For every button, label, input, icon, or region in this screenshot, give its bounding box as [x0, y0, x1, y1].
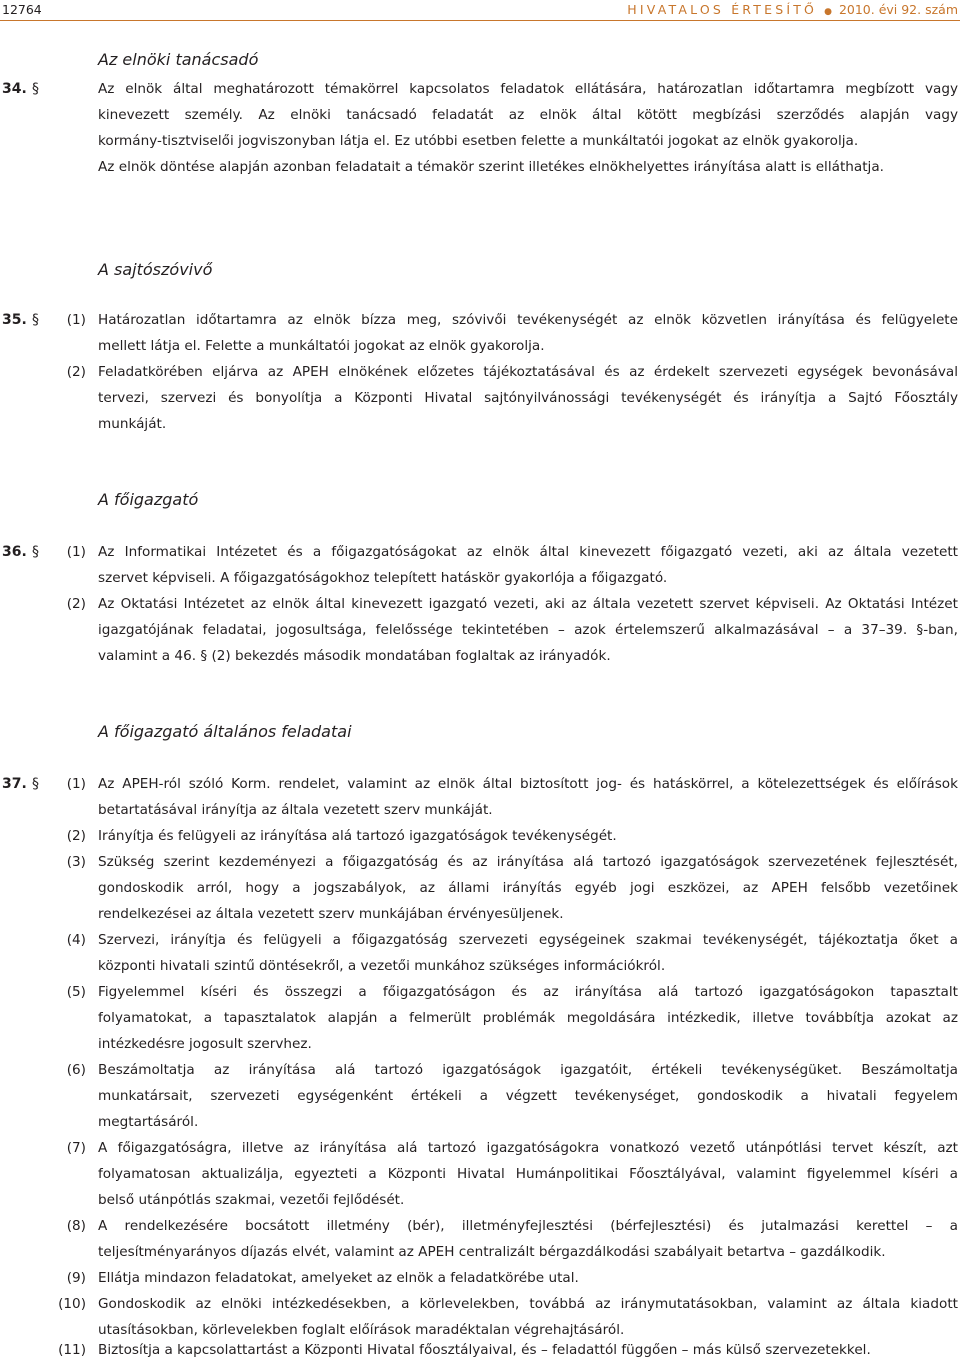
- text-line: Szükség szerint kezdeményezi a főigazgatóság és az irányítása alá tartozó igazgatóságok szervezetének fejlesztését,: [98, 854, 958, 870]
- paragraph-marker: (5): [66, 984, 86, 1000]
- section-sign: §: [32, 81, 39, 97]
- section-heading: A főigazgató általános feladatai: [98, 722, 352, 741]
- text-line: folyamatokat, a tapasztalatok alapján a felmerült problémák megoldására intézkedik, illetve továbbítja azokat az: [98, 1010, 958, 1026]
- paragraph: [98, 1265, 958, 1291]
- paragraph: [98, 359, 958, 437]
- paragraph-marker: (2): [66, 364, 86, 380]
- text-line: munkatársait, szervezeti egységenként értékeli a végzett tevékenységet, gondoskodik a hivatali fegyelem: [98, 1088, 958, 1104]
- text-line: folyamatosan aktualizálja, egyezteti a Központi Hivatal Humánpolitikai Főosztályával, valamint figyelemmel kíséri a: [98, 1166, 958, 1182]
- section-heading: A sajtószóvivő: [98, 260, 213, 279]
- text-line: Az APEH-ról szóló Korm. rendelet, valamint az elnök által biztosított jog- és hatáskörrel, a kötelezettségek és előírások: [98, 776, 958, 792]
- text-line: Irányítja és felügyeli az irányítása alá tartozó igazgatóságok tevékenységét.: [98, 828, 617, 844]
- text-line: Az Informatikai Intézetet és a főigazgatóságokat az elnök által kinevezett főigazgató vezeti, aki az általa vezetett: [98, 544, 958, 560]
- text-line: gondoskodik arról, hogy a jogszabályok, az állami irányítás egyéb jogi eszközei, az APEH felsőbb vezetőinek: [98, 880, 958, 896]
- text-line: Az elnök döntése alapján azonban feladatait a témakör szerint illetékes elnökhelyettes irányítása alatt is elláthatja.: [98, 159, 884, 175]
- text-line: Az elnök által meghatározott témakörrel kapcsolatos feladatok ellátására, határozatlan időtartamra megbízott vagy: [98, 81, 958, 97]
- text-line: Feladatkörében eljárva az APEH elnökének előzetes tájékoztatásával és az érdekelt szervezeti egységek bevonásával: [98, 364, 958, 380]
- section-number: 34.: [2, 81, 27, 97]
- paragraph: [98, 771, 958, 823]
- paragraph-marker: (11): [58, 1342, 86, 1358]
- text-line: kinevezett személy. Az elnöki tanácsadó feladatát az elnök által kötött megbízási szerződés alapján vagy: [98, 107, 958, 123]
- paragraph-marker: (1): [66, 776, 86, 792]
- paragraph-marker: (2): [66, 828, 86, 844]
- paragraph: [98, 979, 958, 1057]
- text-line: A rendelkezésére bocsátott illetmény (bér), illetményfejlesztési (bérfejlesztési) és jutalmazási kerettel – a: [98, 1218, 958, 1234]
- text-line: rendelkezései az általa vezetett szerv munkájában érvényesüljenek.: [98, 906, 564, 922]
- section-heading: A főigazgató: [98, 490, 199, 509]
- paragraph: [98, 927, 958, 979]
- text-line: belső utánpótlás szakmai, vezetői fejlődését.: [98, 1192, 405, 1208]
- section-body: [98, 76, 958, 180]
- text-line: Biztosítja a kapcsolattartást a Központi Hivatal főosztályaival, és – feladattól függően – más külső szervezetekkel.: [98, 1342, 871, 1358]
- text-line: teljesítményarányos díjazás elvét, valamint az APEH centralizált bérgazdálkodási szabályait betartva – gazdálkodik.: [98, 1244, 886, 1260]
- text-line: megtartásáról.: [98, 1114, 199, 1130]
- bullet-separator-icon: ●: [824, 7, 832, 17]
- paragraph-marker: (3): [66, 854, 86, 870]
- paragraph-marker: (10): [58, 1296, 86, 1312]
- publication-title: HIVATALOS ÉRTESÍTŐ: [627, 2, 818, 17]
- paragraph: [98, 1291, 958, 1343]
- text-line: tervezi, szervezi és bonyolítja a Központi Hivatal sajtónyilvánossági tevékenységét és irányítja a Sajtó Főosztály: [98, 390, 958, 406]
- paragraph: [98, 1337, 958, 1363]
- text-line: betartatásával irányítja az általa vezetett szerv munkáját.: [98, 802, 493, 818]
- text-line: kormány-tisztviselői jogviszonyban látja el. Ez utóbbi esetben felette a munkáltatói jogokat az elnök gyakorolja.: [98, 133, 859, 149]
- paragraph-marker: (8): [66, 1218, 86, 1234]
- text-line: utasításokban, körlevelekben foglalt előírások maradéktalan végrehajtásáról.: [98, 1322, 625, 1338]
- paragraph-marker: (9): [66, 1270, 86, 1286]
- text-line: Az Oktatási Intézetet az elnök által kinevezett igazgató vezeti, aki az általa vezetett szervet képviseli. Az Oktatási Intézet: [98, 596, 958, 612]
- issue-label: 2010. évi 92. szám: [838, 2, 958, 17]
- paragraph-marker: (4): [66, 932, 86, 948]
- paragraph-marker: (7): [66, 1140, 86, 1156]
- paragraph: [98, 1213, 958, 1265]
- section-number: 35.: [2, 312, 27, 328]
- text-line: valamint a 46. § (2) bekezdés második mondatában foglaltak az irányadók.: [98, 648, 611, 664]
- text-line: munkáját.: [98, 416, 167, 432]
- section-heading: Az elnöki tanácsadó: [98, 50, 259, 69]
- paragraph-marker: (6): [66, 1062, 86, 1078]
- header-divider: [0, 20, 960, 21]
- text-line: igazgatójának feladatai, jogosultsága, felelőssége tekintetében – azok értelemszerű alkalmazásával – a 37–39. §-ban,: [98, 622, 958, 638]
- paragraph: [98, 849, 958, 927]
- paragraph: [98, 1135, 958, 1213]
- text-line: Beszámoltatja az irányítása alá tartozó igazgatóságok igazgatóit, értékeli tevékenységüket. Beszámoltatja: [98, 1062, 958, 1078]
- paragraph: [98, 539, 958, 591]
- paragraph: [98, 1057, 958, 1135]
- text-line: mellett látja el. Felette a munkáltatói jogokat az elnök gyakorolja.: [98, 338, 545, 354]
- publication-info: [627, 2, 958, 17]
- section-sign: §: [32, 544, 39, 560]
- text-line: Ellátja mindazon feladatokat, amelyeket az elnök a feladatkörébe utal.: [98, 1270, 579, 1286]
- text-line: Szervezi, irányítja és felügyeli a főigazgatóság szervezeti egységeinek szakmai tevékenységét, tájékoztatja őket a: [98, 932, 958, 948]
- section-sign: §: [32, 776, 39, 792]
- paragraph: [98, 307, 958, 359]
- text-line: Gondoskodik az elnöki intézkedésekben, a körlevelekben, továbbá az iránymutatásokban, valamint az általa kiadott: [98, 1296, 958, 1312]
- page-number: 12764: [2, 2, 42, 17]
- page-header: [0, 0, 960, 20]
- text-line: szervet képviseli. A főigazgatóságokhoz telepített hatáskör gyakorlója a főigazgató.: [98, 570, 668, 586]
- section-number: 37.: [2, 776, 27, 792]
- text-line: A főigazgatóságra, illetve az irányítása alá tartozó igazgatóságokra vonatkozó vezető utánpótlási tervet készít, azt: [98, 1140, 958, 1156]
- text-line: központi hivatali szintű döntésekről, a vezetői munkához szükséges információkról.: [98, 958, 666, 974]
- text-line: Figyelemmel kíséri és összegzi a főigazgatóságon és az irányítása alá tartozó igazgatóságokon tapasztalt: [98, 984, 958, 1000]
- paragraph-marker: (1): [66, 312, 86, 328]
- paragraph: [98, 591, 958, 669]
- text-line: intézkedésre jogosult szervhez.: [98, 1036, 312, 1052]
- paragraph: [98, 823, 958, 849]
- paragraph-marker: (1): [66, 544, 86, 560]
- paragraph-marker: (2): [66, 596, 86, 612]
- section-number: 36.: [2, 544, 27, 560]
- text-line: Határozatlan időtartamra az elnök bízza meg, szóvivői tevékenységét az elnök közvetlen irányítása és felügyelete: [98, 312, 958, 328]
- section-sign: §: [32, 312, 39, 328]
